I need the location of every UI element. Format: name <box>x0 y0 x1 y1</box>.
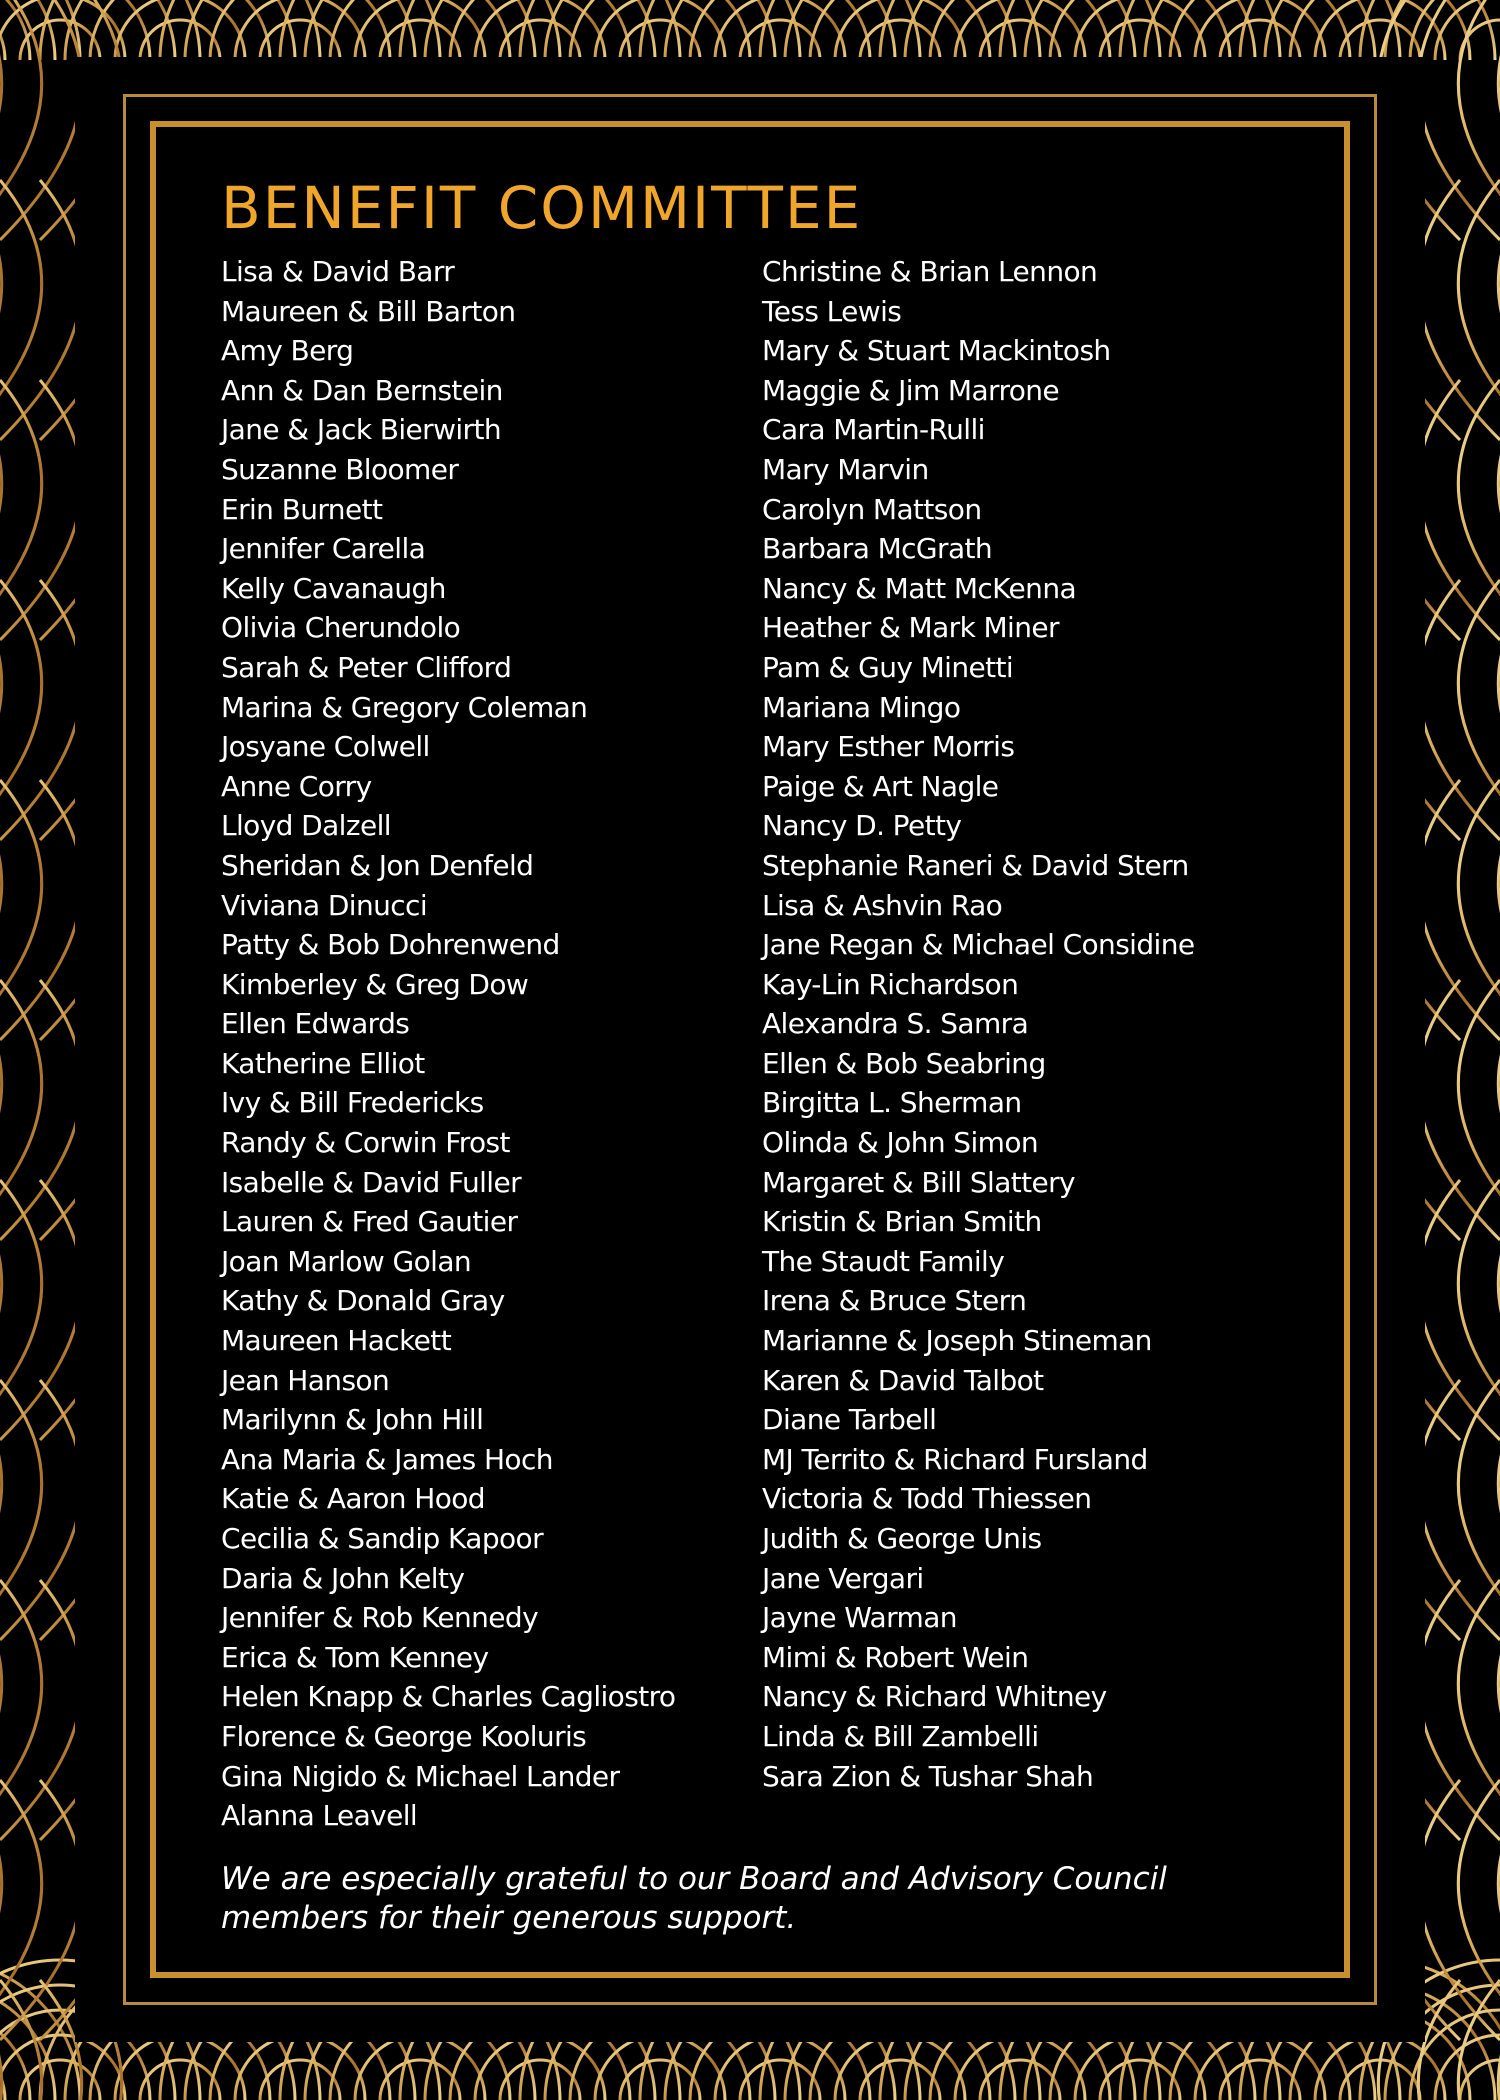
committee-member-name: Lloyd Dalzell <box>221 809 391 843</box>
committee-member-name: Kay-Lin Richardson <box>762 967 1019 1001</box>
committee-member-name: Alexandra S. Samra <box>762 1007 1029 1041</box>
committee-member-name: Olivia Cherundolo <box>221 611 461 645</box>
committee-member-name: Birgitta L. Sherman <box>762 1086 1022 1120</box>
committee-member-name: Karen & David Talbot <box>762 1363 1044 1397</box>
committee-member-name: Sheridan & Jon Denfeld <box>221 848 534 882</box>
committee-member-name: Tess Lewis <box>762 294 902 328</box>
deco-arch <box>0 380 2 640</box>
deco-arch <box>0 980 82 1240</box>
committee-member-name: Christine & Brian Lennon <box>762 255 1098 288</box>
committee-member-name: Kelly Cavanaugh <box>221 571 446 605</box>
deco-arch <box>1418 380 1500 640</box>
committee-member-name: Ellen & Bob Seabring <box>762 1046 1046 1080</box>
committee-member-name: Judith & George Unis <box>762 1522 1042 1555</box>
committee-member-name: Daria & John Kelty <box>221 1561 465 1595</box>
committee-member-name: Gina Nigido & Michael Lander <box>221 1759 620 1793</box>
committee-member-name: Ann & Dan Bernstein <box>221 373 503 407</box>
deco-arch <box>0 0 150 60</box>
name-columns <box>221 252 1301 1832</box>
committee-member-name: Mimi & Robert Wein <box>762 1640 1029 1674</box>
committee-member-name: The Staudt Family <box>762 1244 1005 1278</box>
committee-member-name: Jayne Warman <box>762 1601 957 1635</box>
committee-member-name: Isabelle & David Fuller <box>221 1165 521 1199</box>
committee-member-name: Stephanie Raneri & David Stern <box>762 848 1189 882</box>
deco-arch <box>0 0 55 60</box>
committee-member-name: Maureen Hackett <box>221 1324 452 1358</box>
committee-member-name: Mariana Mingo <box>762 690 961 724</box>
right-name-column <box>762 252 1195 1796</box>
committee-member-name: Randy & Corwin Frost <box>221 1126 510 1160</box>
committee-member-name: Ellen Edwards <box>221 1007 410 1041</box>
committee-member-name: Jean Hanson <box>221 1363 390 1397</box>
committee-member-name: Margaret & Bill Slattery <box>762 1165 1076 1199</box>
deco-arch <box>0 180 82 440</box>
committee-member-name: Alanna Leavell <box>221 1799 418 1833</box>
deco-arch <box>1418 1580 1500 1840</box>
deco-arch <box>0 1580 82 1840</box>
deco-arch <box>0 1380 2 1640</box>
committee-member-name: Mary Marvin <box>762 452 929 486</box>
committee-member-name: Ana Maria & James Hoch <box>221 1442 553 1476</box>
committee-member-name: Patty & Bob Dohrenwend <box>221 928 560 962</box>
deco-arch <box>1418 980 1500 1240</box>
committee-member-name: Amy Berg <box>221 334 354 368</box>
committee-member-name: Sara Zion & Tushar Shah <box>762 1759 1094 1793</box>
committee-member-name: Kristin & Brian Smith <box>762 1205 1042 1239</box>
committee-member-name: Suzanne Bloomer <box>221 452 459 486</box>
committee-member-name: Viviana Dinucci <box>221 888 428 922</box>
deco-arch <box>1418 180 1500 440</box>
committee-member-name: Florence & George Kooluris <box>221 1719 587 1753</box>
committee-member-name: Paige & Art Nagle <box>762 769 999 803</box>
committee-member-name: Diane Tarbell <box>762 1403 937 1437</box>
committee-member-name: Nancy & Richard Whitney <box>762 1680 1107 1714</box>
committee-member-name: Cecilia & Sandip Kapoor <box>221 1522 543 1555</box>
deco-arch <box>0 580 82 840</box>
deco-arch <box>0 780 2 1040</box>
gratitude-note: We are especially grateful to our Board and Advisory Council members for their generous support. <box>221 1861 1167 1936</box>
deco-arch <box>0 1180 82 1440</box>
deco-arch <box>1418 0 1500 240</box>
committee-member-name: Cara Martin-Rulli <box>762 413 985 447</box>
committee-member-name: Jane & Jack Bierwirth <box>221 413 501 447</box>
deco-arch <box>1418 1780 1500 2040</box>
committee-member-name: Nancy D. Petty <box>762 809 962 843</box>
deco-arch <box>1418 780 1500 1040</box>
deco-arch <box>0 380 82 640</box>
committee-member-name: Katie & Aaron Hood <box>221 1482 485 1516</box>
left-name-column <box>221 252 675 1836</box>
committee-member-name: Erin Burnett <box>221 492 383 526</box>
deco-arch <box>0 180 2 440</box>
page-title: BENEFIT COMMITTEE <box>221 174 863 242</box>
committee-member-name: Maureen & Bill Barton <box>221 294 516 328</box>
committee-member-name: Joan Marlow Golan <box>221 1244 472 1278</box>
deco-arch <box>0 780 82 1040</box>
committee-member-name: Sarah & Peter Clifford <box>221 650 512 684</box>
committee-member-name: Lisa & Ashvin Rao <box>762 888 1003 922</box>
committee-member-name: Anne Corry <box>221 769 372 803</box>
committee-member-name: Erica & Tom Kenney <box>221 1640 489 1674</box>
deco-arch <box>0 580 2 840</box>
deco-arch <box>1418 1380 1500 1640</box>
committee-member-name: Marianne & Joseph Stineman <box>762 1324 1152 1358</box>
committee-member-name: Jennifer Carella <box>221 532 426 566</box>
committee-member-name: Victoria & Todd Thiessen <box>762 1482 1092 1516</box>
committee-member-name: Mary Esther Morris <box>762 730 1015 764</box>
committee-member-name: MJ Territo & Richard Fursland <box>762 1442 1148 1476</box>
committee-member-name: Irena & Bruce Stern <box>762 1284 1027 1318</box>
committee-member-name: Kathy & Donald Gray <box>221 1284 505 1318</box>
committee-member-name: Maggie & Jim Marrone <box>762 373 1060 407</box>
committee-member-name: Ivy & Bill Fredericks <box>221 1086 484 1120</box>
committee-member-name: Kimberley & Greg Dow <box>221 967 529 1001</box>
committee-member-name: Katherine Elliot <box>221 1046 425 1080</box>
committee-member-name: Josyane Colwell <box>221 730 430 764</box>
committee-member-name: Jane Vergari <box>762 1561 924 1595</box>
committee-member-name: Carolyn Mattson <box>762 492 982 526</box>
deco-arch <box>1418 580 1500 840</box>
committee-member-name: Lisa & David Barr <box>221 255 455 288</box>
committee-member-name: Marilynn & John Hill <box>221 1403 484 1437</box>
committee-content <box>221 172 1301 1832</box>
committee-member-name: Linda & Bill Zambelli <box>762 1719 1039 1753</box>
committee-member-name: Barbara McGrath <box>762 532 993 566</box>
committee-member-name: Olinda & John Simon <box>762 1126 1038 1160</box>
committee-member-name: Mary & Stuart Mackintosh <box>762 334 1111 368</box>
deco-arch <box>0 1580 2 1840</box>
deco-arch <box>1418 1180 1500 1440</box>
committee-member-name: Jennifer & Rob Kennedy <box>221 1601 539 1635</box>
deco-arch <box>0 980 2 1240</box>
deco-arch <box>0 1180 2 1440</box>
committee-member-name: Jane Regan & Michael Considine <box>762 928 1195 962</box>
committee-member-name: Marina & Gregory Coleman <box>221 690 588 724</box>
committee-member-name: Lauren & Fred Gautier <box>221 1205 518 1239</box>
committee-member-name: Pam & Guy Minetti <box>762 650 1014 684</box>
deco-arch <box>0 2035 125 2100</box>
committee-member-name: Helen Knapp & Charles Cagliostro <box>221 1680 676 1714</box>
committee-member-name: Heather & Mark Miner <box>762 611 1059 645</box>
committee-member-name: Nancy & Matt McKenna <box>762 571 1077 605</box>
deco-arch <box>0 1380 82 1640</box>
